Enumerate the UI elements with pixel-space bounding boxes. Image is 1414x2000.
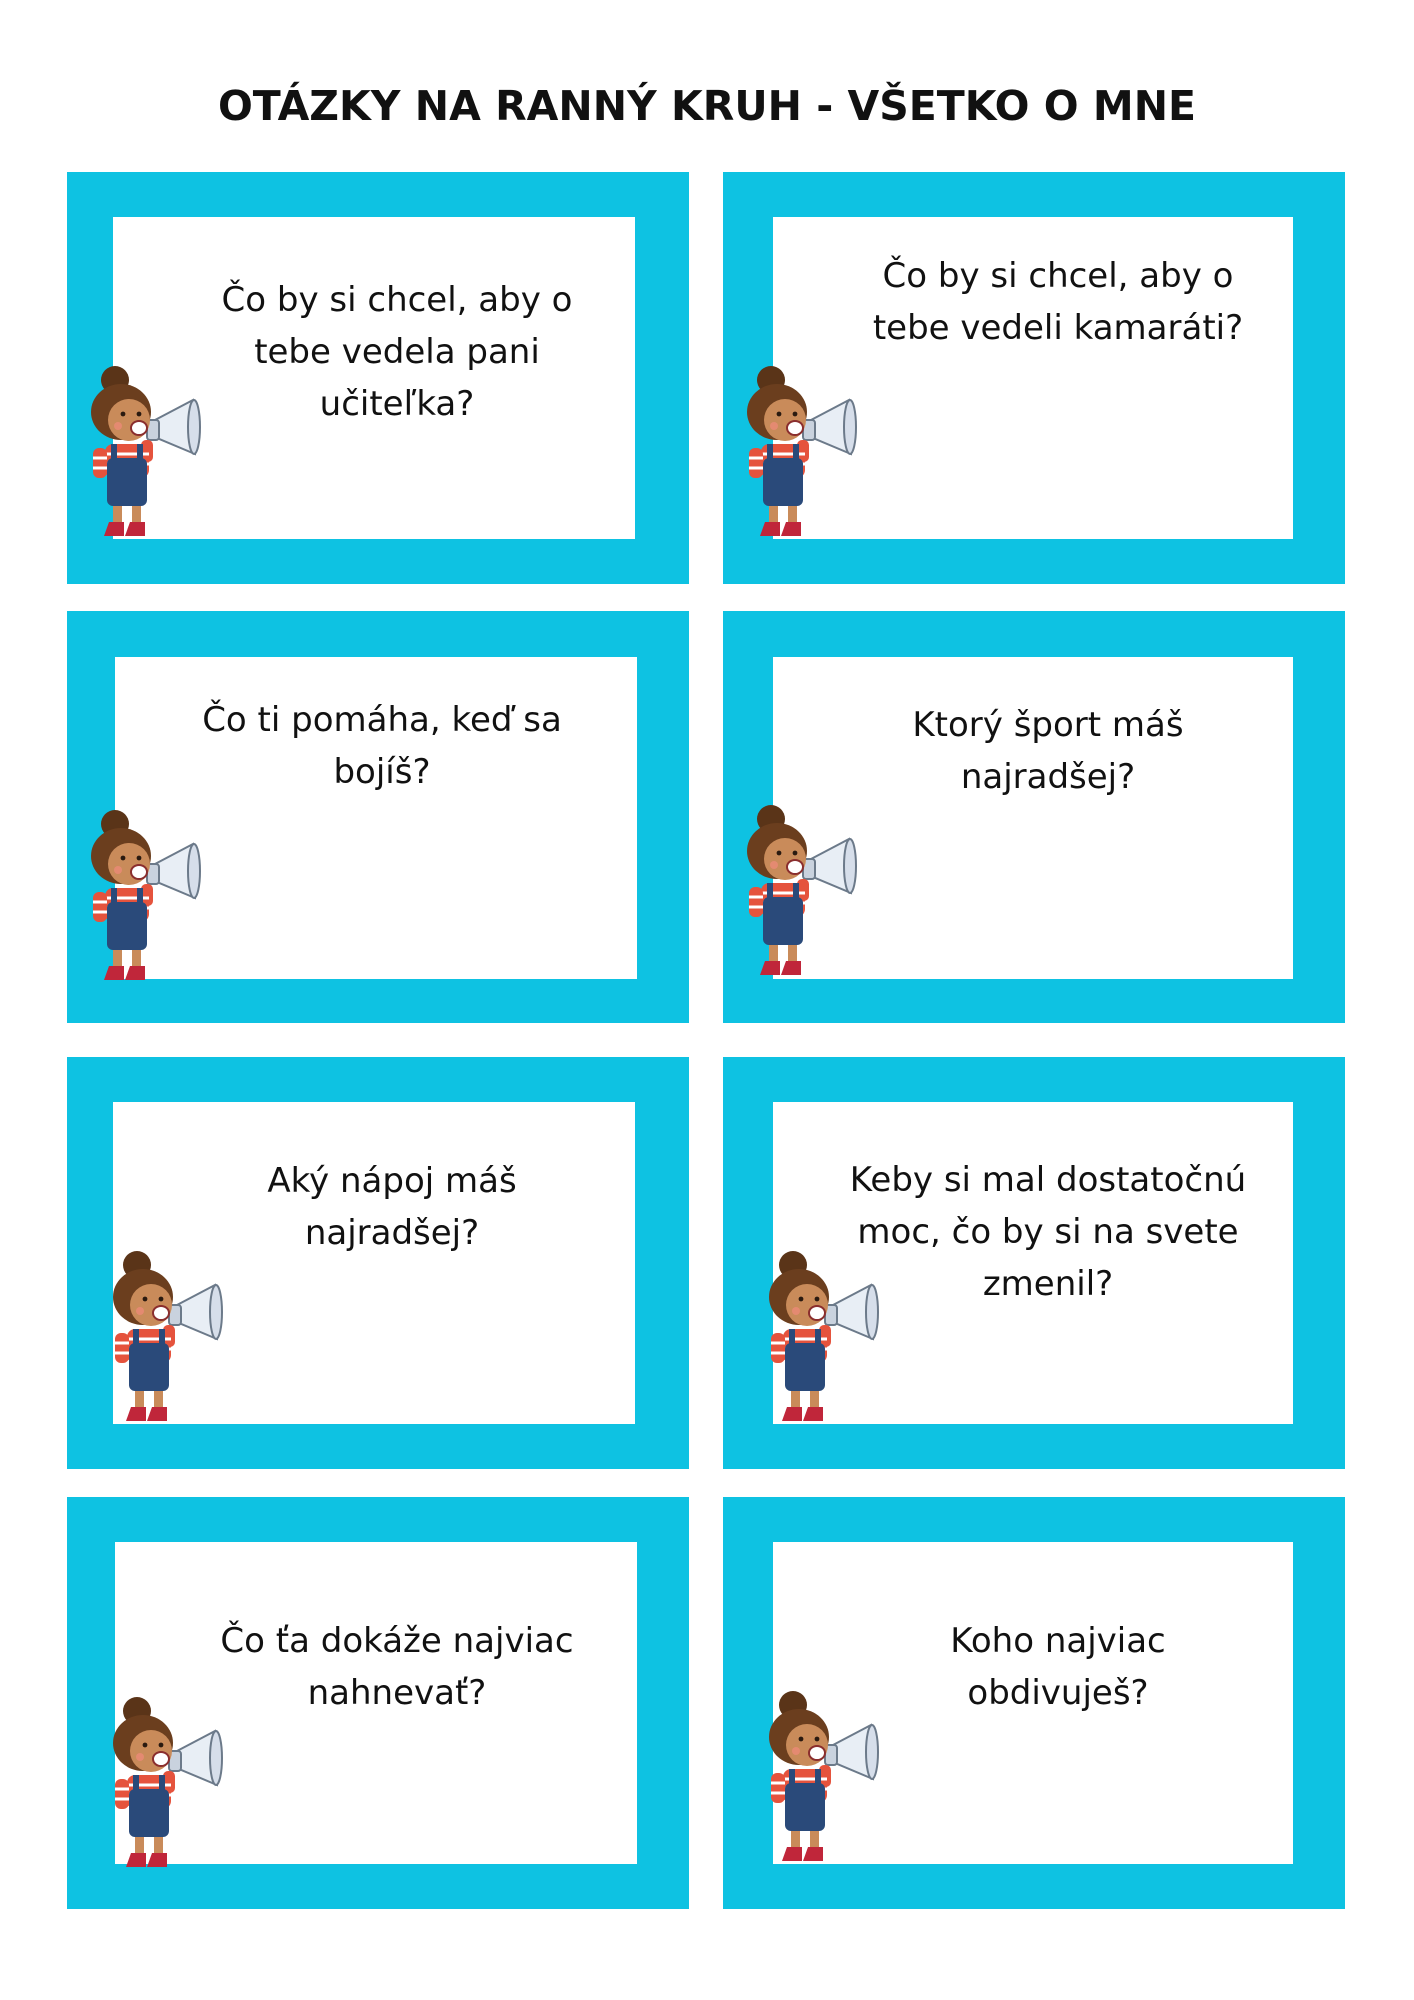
- girl-megaphone-icon: [741, 362, 861, 542]
- girl-megaphone-icon: [85, 362, 205, 542]
- card-question-8: Koho najviac obdivuješ?: [950, 1621, 1166, 1713]
- question-card-6: [723, 1057, 1345, 1469]
- question-card-1: [67, 172, 689, 584]
- card-question-7: Čo ťa dokáže najviac nahnevať?: [220, 1621, 574, 1713]
- page-title: OTÁZKY NA RANNÝ KRUH - VŠETKO O MNE: [217, 82, 1197, 130]
- question-card-3: [67, 611, 689, 1023]
- question-card-8: [723, 1497, 1345, 1909]
- girl-megaphone-icon: [763, 1687, 883, 1867]
- girl-megaphone-icon: [763, 1247, 883, 1427]
- card-question-2: Čo by si chcel, aby o tebe vedeli kamaráti?: [872, 256, 1244, 348]
- question-card-2: [723, 172, 1345, 584]
- question-card-4: [723, 611, 1345, 1023]
- card-question-1: Čo by si chcel, aby o tebe vedela pani učiteľka?: [221, 280, 573, 424]
- question-card-7: [67, 1497, 689, 1909]
- card-question-4: Ktorý šport máš najradšej?: [912, 705, 1184, 797]
- girl-megaphone-icon: [107, 1693, 227, 1873]
- card-question-5: Aký nápoj máš najradšej?: [267, 1161, 517, 1253]
- girl-megaphone-icon: [741, 801, 861, 981]
- girl-megaphone-icon: [107, 1247, 227, 1427]
- card-question-3: Čo ti pomáha, keď sa bojíš?: [202, 700, 562, 792]
- card-question-6: Keby si mal dostatočnú moc, čo by si na svete zmenil?: [849, 1160, 1247, 1304]
- girl-megaphone-icon: [85, 806, 205, 986]
- question-card-5: [67, 1057, 689, 1469]
